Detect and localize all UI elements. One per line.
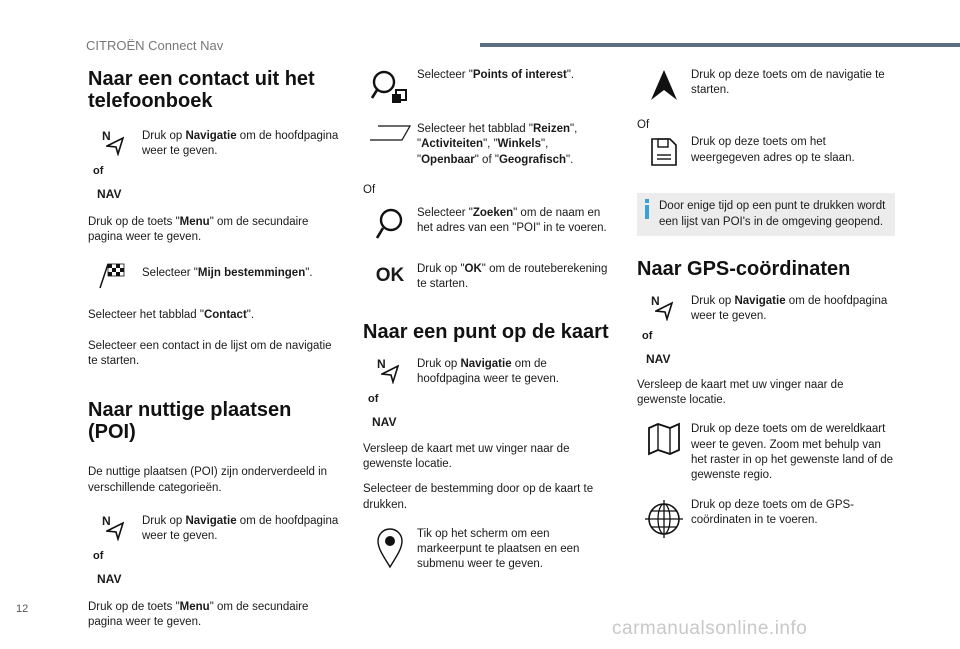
or-label: Of <box>363 183 376 196</box>
step-mijn-bestemmingen: Selecteer "Mijn bestemmingen". <box>88 260 344 290</box>
step-map-select: Selecteer de bestemming door op de kaart te drukken. <box>363 483 594 511</box>
column-2 <box>363 62 613 573</box>
tab-shape-icon[interactable] <box>363 122 417 144</box>
step-world-map: Druk op deze toets om de wereldkaart weer te geven. Zoom met behulp van het raster in op het gewenste land of de gewenste regio. <box>637 422 895 483</box>
magnifier-icon[interactable] <box>363 206 417 246</box>
navigation-arrow-icon[interactable] <box>637 68 691 102</box>
step-navigatie: N of NAV Druk op Navigatie om de hoofdpagina weer te geven. <box>88 129 344 199</box>
poi-search-icon[interactable] <box>363 68 417 110</box>
section-title-map: Naar een punt op de kaart <box>363 320 609 343</box>
checkered-flag-icon[interactable] <box>88 260 142 290</box>
step-map-tap: Tik op het scherm om een markeerpunt te plaatsen en een submenu weer te geven. <box>363 527 613 573</box>
watermark: carmanualsonline.info <box>612 618 808 639</box>
info-icon <box>645 199 649 230</box>
step-start-navigation: Druk op deze toets om de navigatie te starten. <box>637 68 895 102</box>
or-label: Of <box>637 119 650 131</box>
step-select-contact: Selecteer een contact in de lijst om de navigatie te starten. <box>88 339 332 368</box>
world-map-icon[interactable] <box>637 422 691 456</box>
save-icon[interactable] <box>637 135 691 169</box>
step-poi-tabs: Selecteer het tabblad "Reizen", "Activiteiten", "Winkels", "Openbaar" of "Geografisch". <box>363 122 613 168</box>
column-1 <box>88 62 344 631</box>
step-ok: OK Druk op "OK" om de routeberekening te starten. <box>363 262 613 293</box>
step-poi-menu: Druk op de toets "Menu" om de secundaire pagina weer te geven. <box>88 600 309 629</box>
step-poi-navigatie: N of NAV Druk op Navigatie om de hoofdpagina weer te geven. <box>88 514 344 584</box>
ok-button-icon[interactable]: OK <box>375 265 405 287</box>
step-save-address: Druk op deze toets om het weergegeven adres op te slaan. <box>637 135 895 169</box>
section-title-contact: Naar een contact uit het telefoonboek <box>88 68 315 112</box>
section-title-poi: Naar nuttige plaatsen (POI) <box>88 399 292 444</box>
header-bar <box>480 43 960 47</box>
step-menu: Druk op de toets "Menu" om de secundaire pagina weer te geven. <box>88 216 309 244</box>
section-title-gps: Naar GPS-coördinaten <box>637 257 851 280</box>
step-gps-navigatie: N of NAV Druk op Navigatie om de hoofdpagina weer te geven. <box>637 294 895 364</box>
nav-button-icon[interactable]: N of NAV <box>93 129 122 201</box>
step-points-of-interest: Selecteer "Points of interest". <box>363 68 613 110</box>
step-gps-coords: Druk op deze toets om de GPS-coördinaten in te voeren. <box>637 498 895 540</box>
nav-button-icon[interactable]: N of NAV <box>368 356 397 429</box>
page-number: 12 <box>16 603 29 615</box>
map-pin-icon[interactable] <box>363 527 417 569</box>
step-map-drag: Versleep de kaart met uw vinger naar de gewenste locatie. <box>363 442 570 470</box>
info-box <box>637 193 895 236</box>
globe-grid-icon[interactable] <box>637 498 691 540</box>
step-map-navigatie: N of NAV Druk op Navigatie om de hoofdpagina weer te geven. <box>363 357 613 427</box>
step-tab-contact: Selecteer het tabblad "Contact". <box>88 308 255 321</box>
poi-intro: De nuttige plaatsen (POI) zijn onderverdeeld in verschillende categorieën. <box>88 466 328 494</box>
header-title: CITROËN Connect Nav <box>86 38 224 53</box>
step-gps-drag: Versleep de kaart met uw vinger naar de gewenste locatie. <box>637 378 844 407</box>
step-zoeken: Selecteer "Zoeken" om de naam en het adres van een "POI" in te voeren. <box>363 206 613 246</box>
info-text: Door enige tijd op een punt te drukken wordt een lijst van POI's in de omgeving geopend. <box>659 200 886 228</box>
nav-button-icon[interactable]: N of NAV <box>93 513 122 586</box>
nav-button-icon[interactable]: N of NAV <box>642 293 671 366</box>
column-3 <box>637 62 895 540</box>
